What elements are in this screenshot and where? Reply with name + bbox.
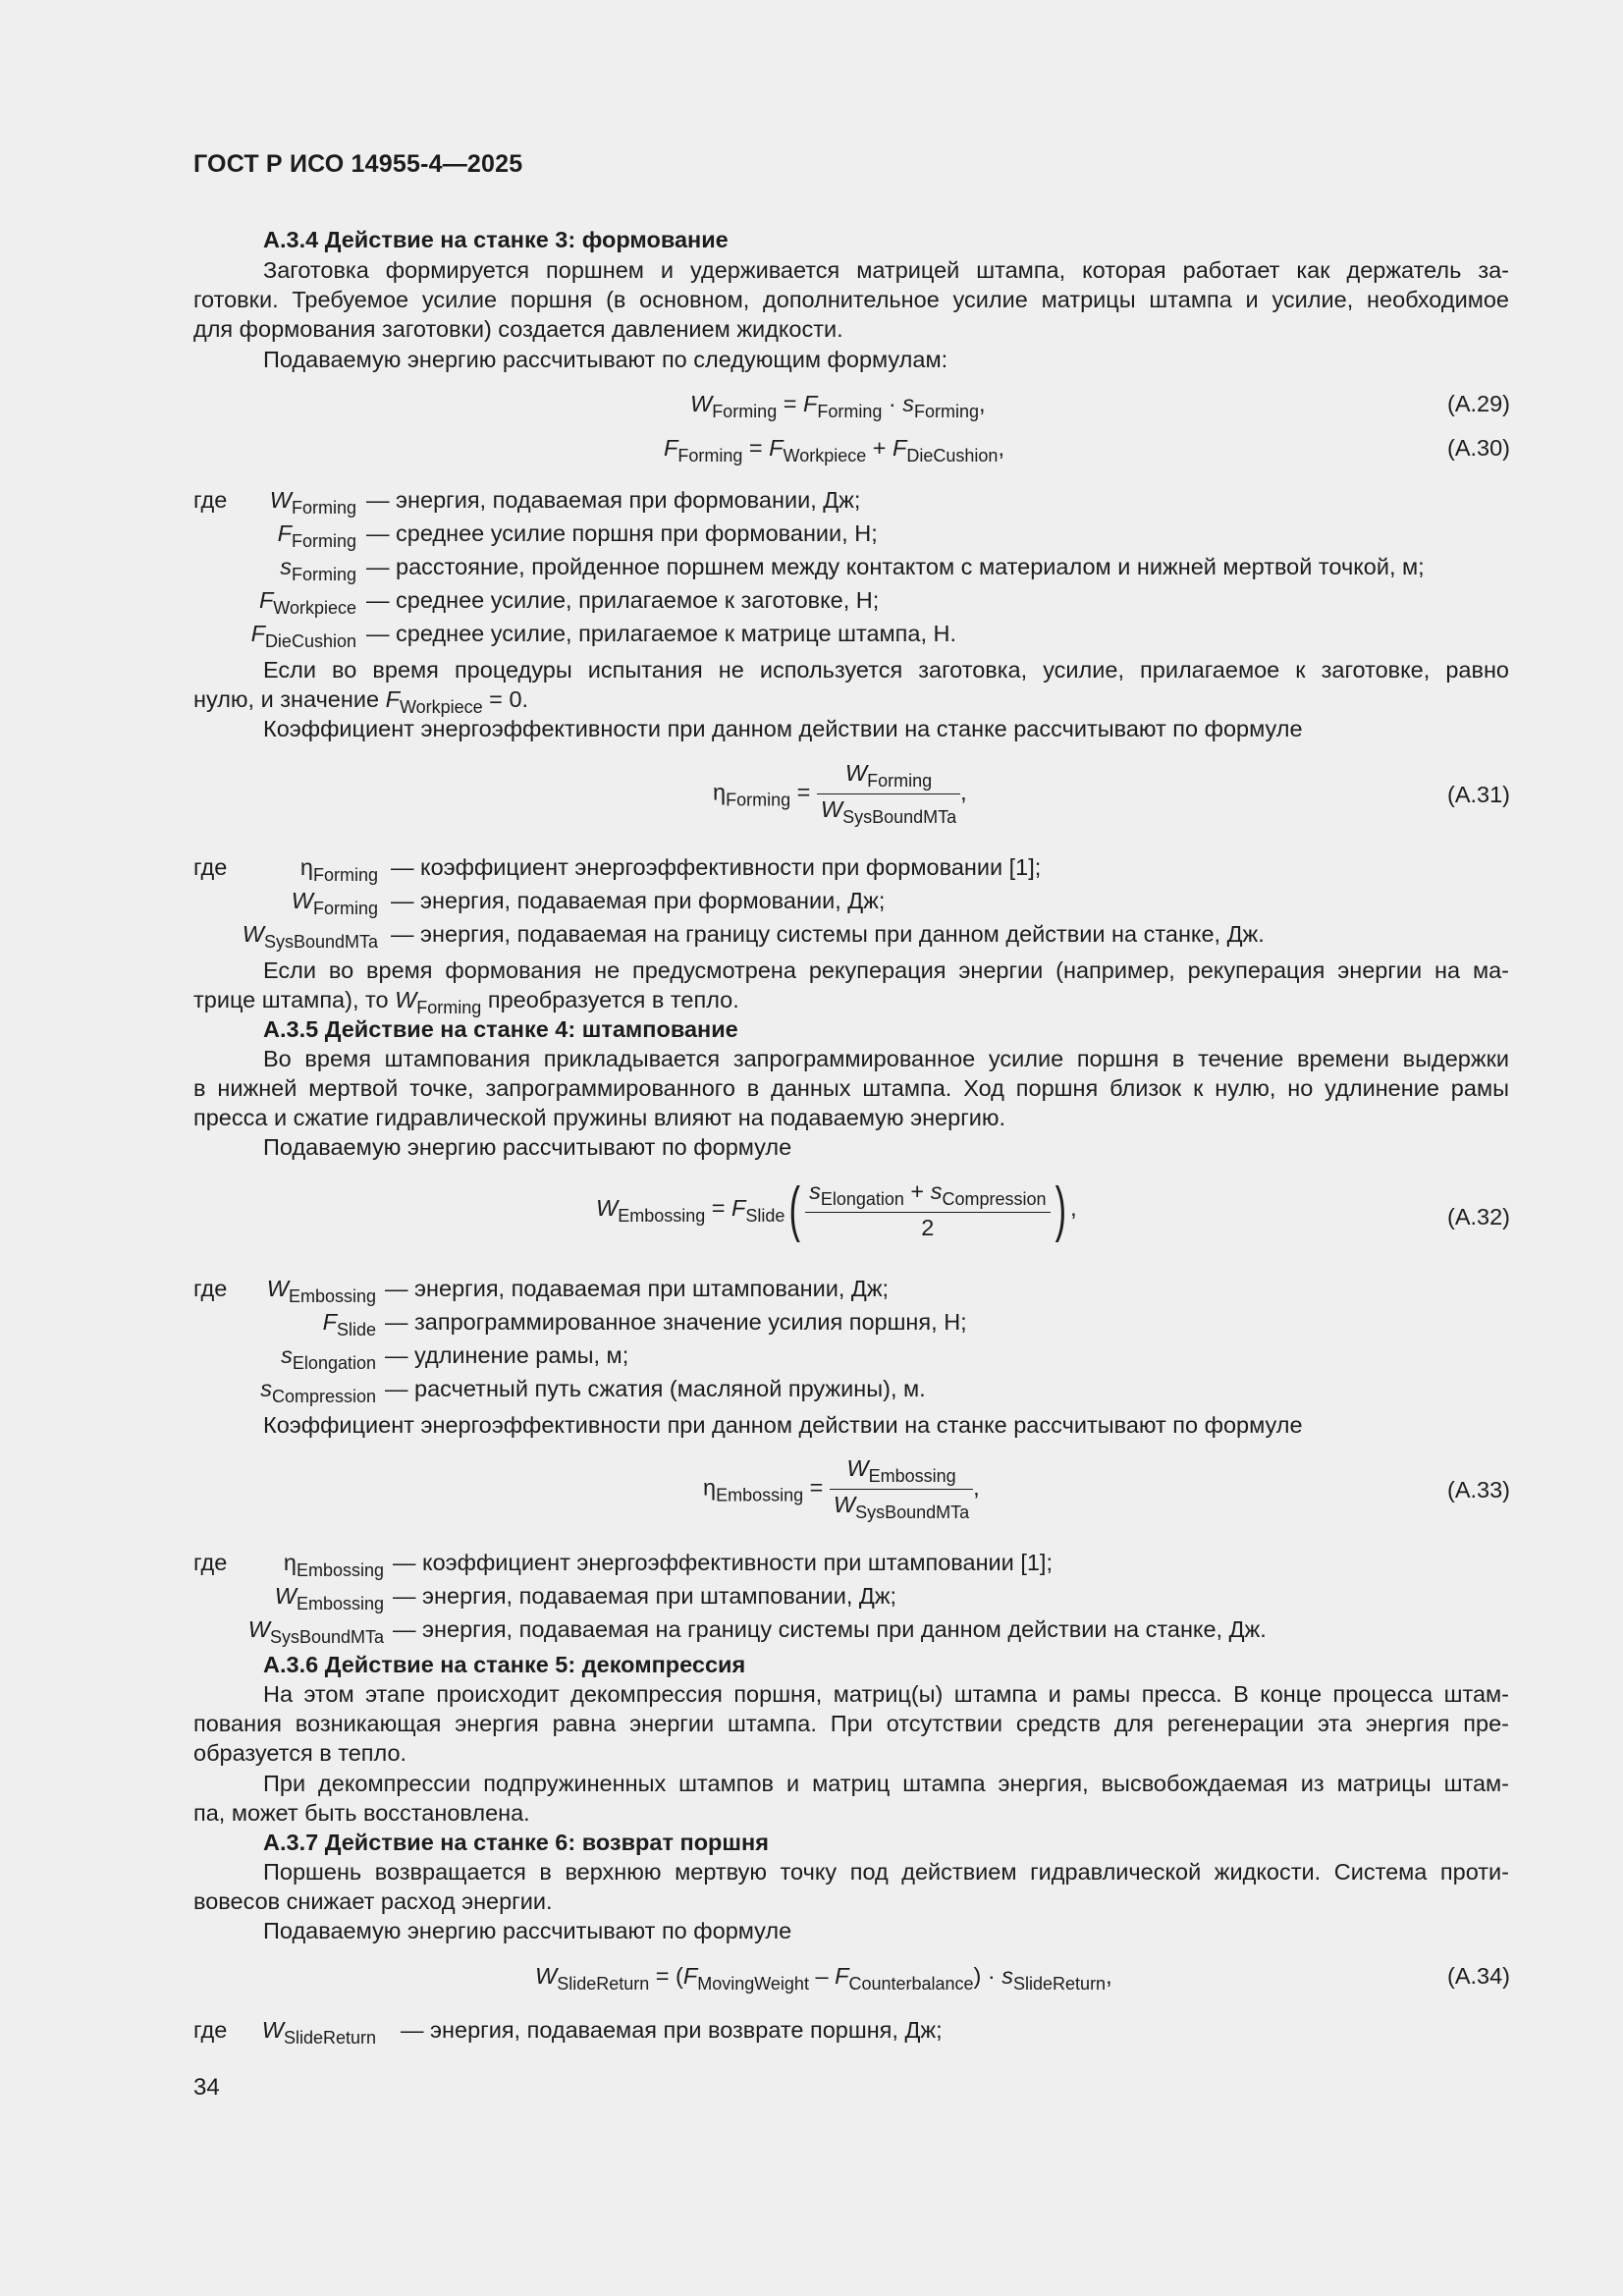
- definition-text: — запрограммированное значение усилия поршня, Н;: [385, 1309, 967, 1335]
- definition-text: — расстояние, пройденное поршнем между контактом с материалом и нижней мертвой точкой, м;: [366, 554, 1425, 579]
- equation-number: (A.31): [1447, 782, 1510, 807]
- page-number: 34: [193, 2074, 220, 2101]
- definition-term: $s_{Elongation}$: [281, 1342, 376, 1373]
- paragraph-line: Если во время процедуры испытания не используется заготовка, усилие, прилагаемое к заготовке, равно: [263, 657, 1509, 683]
- definition-term: $W_{Embossing}$: [274, 1583, 384, 1613]
- definition-text: — энергия, подаваемая при штамповании, Дж;: [385, 1276, 890, 1301]
- paragraph-line: На этом этапе происходит декомпрессия поршня, матриц(ы) штампа и рамы пресса. В конце процесса штам-: [263, 1681, 1509, 1707]
- definition-text: — энергия, подаваемая на границу системы при данном действии на станке, Дж.: [393, 1616, 1267, 1642]
- paragraph-line: готовки. Требуемое усилие поршня (в основном, дополнительное усилие матрицы штампа и усилие, необходимое: [193, 287, 1509, 312]
- paragraph-line: для формования заготовки) создается давлением жидкости.: [193, 316, 843, 342]
- definition-term: $W_{Forming}$: [269, 487, 356, 518]
- paragraph-line: в нижней мертвой точке, запрограммированного в данных штампа. Ход поршня близок к нулю, но удлинение рамы: [193, 1075, 1509, 1101]
- definition-text: — энергия, подаваемая при формовании, Дж;: [366, 487, 861, 513]
- paragraph-line: Подаваемую энергию рассчитывают по формуле: [263, 1134, 792, 1160]
- document-header: ГОСТ Р ИСО 14955-4—2025: [193, 150, 523, 178]
- equation-a32: $W_{Embossing} = F_{Slide}$( $\frac{s_{Elongation} + s_{Compression}}{2}$ ) ,: [596, 1175, 1077, 1243]
- definition-term: $W_{Forming}$: [291, 888, 378, 918]
- where-label: где: [193, 854, 228, 880]
- definition-term: $W_{Embossing}$: [266, 1276, 376, 1306]
- paragraph-line: образуется в тепло.: [193, 1740, 407, 1766]
- paragraph-line: Подаваемую энергию рассчитывают по следующим формулам:: [263, 347, 948, 372]
- paragraph-line: При декомпрессии подпружиненных штампов и матриц штампа энергия, высвобождаемая из матрицы штам-: [263, 1771, 1509, 1796]
- definition-term: $\eta_{Embossing}$: [283, 1550, 384, 1580]
- where-label: где: [193, 1276, 228, 1301]
- equation-a29: $W_{Forming} = F_{Forming} \cdot s_{Forming}$,: [690, 391, 986, 421]
- definition-term: $W_{SysBoundMTa}$: [242, 921, 378, 952]
- definition-text: — среднее усилие поршня при формовании, Н;: [366, 520, 878, 546]
- equation-number: (A.33): [1447, 1477, 1510, 1503]
- definition-term: $F_{Slide}$: [322, 1309, 376, 1339]
- section-heading-a36: А.3.6 Действие на станке 5: декомпрессия: [263, 1652, 746, 1677]
- where-label: где: [193, 1550, 228, 1575]
- definition-term: $F_{Workpiece}$: [258, 587, 356, 618]
- definition-term: $F_{DieCushion}$: [250, 621, 356, 651]
- where-label: где: [193, 487, 228, 513]
- paragraph-line: Во время штампования прикладывается запрограммированное усилие поршня в течение времени выдержки: [263, 1046, 1509, 1071]
- equation-number: (A.32): [1447, 1204, 1510, 1230]
- definition-text: — энергия, подаваемая на границу системы при данном действии на станке, Дж.: [391, 921, 1265, 947]
- definition-text: — энергия, подаваемая при формовании, Дж;: [391, 888, 886, 913]
- definition-text: — энергия, подаваемая при штамповании, Дж;: [393, 1583, 897, 1609]
- definition-text: — среднее усилие, прилагаемое к матрице штампа, Н.: [366, 621, 957, 646]
- section-heading-a34: А.3.4 Действие на станке 3: формование: [263, 227, 729, 252]
- equation-a33: $\eta_{Embossing}$ = $\frac{W_{Embossing}}{W_{SysBoundMTa}}$ ,: [703, 1455, 980, 1522]
- paragraph-line: пования возникающая энергия равна энергии штампа. При отсутствии средств для регенерации эта энергия пре-: [193, 1711, 1509, 1736]
- paragraph-line: нулю, и значение $F_{Workpiece} = 0$.: [193, 686, 529, 717]
- where-label: где: [193, 2017, 228, 2043]
- equation-a31: $\eta_{Forming}$ = $\frac{W_{Forming}}{W_{SysBoundMTa}}$ ,: [713, 760, 967, 827]
- equation-a34: $W_{SlideReturn} = (F_{MovingWeight} - F_{Counterbalance}) \cdot s_{SlideReturn}$,: [535, 1963, 1112, 1994]
- definition-term: $\eta_{Forming}$: [299, 854, 378, 885]
- paragraph-line: пресса и сжатие гидравлической пружины влияют на подаваемую энергию.: [193, 1105, 1006, 1130]
- definition-text: — среднее усилие, прилагаемое к заготовке, Н;: [366, 587, 880, 613]
- definition-text: — энергия, подаваемая при возврате поршня, Дж;: [401, 2017, 943, 2043]
- definition-term: $F_{Forming}$: [277, 520, 356, 551]
- paragraph-line: Коэффициент энергоэффективности при данном действии на станке рассчитывают по формуле: [263, 716, 1303, 741]
- definition-term: $s_{Forming}$: [280, 554, 356, 584]
- section-heading-a35: А.3.5 Действие на станке 4: штампование: [263, 1016, 738, 1042]
- definition-text: — коэффициент энергоэффективности при формовании [1];: [391, 854, 1042, 880]
- definition-text: — удлинение рамы, м;: [385, 1342, 629, 1368]
- paragraph-line: Поршень возвращается в верхнюю мертвую точку под действием гидравлической жидкости. Система проти-: [263, 1859, 1509, 1885]
- paragraph-line: Коэффициент энергоэффективности при данном действии на станке рассчитывают по формуле: [263, 1412, 1303, 1438]
- definition-term: $W_{SlideReturn}$: [261, 2017, 376, 2048]
- definition-term: $W_{SysBoundMTa}$: [247, 1616, 384, 1647]
- equation-number: (A.29): [1447, 391, 1510, 416]
- definition-term: $s_{Compression}$: [260, 1376, 376, 1406]
- equation-number: (A.34): [1447, 1963, 1510, 1989]
- paragraph-line: па, может быть восстановлена.: [193, 1800, 530, 1826]
- section-heading-a37: А.3.7 Действие на станке 6: возврат поршня: [263, 1830, 769, 1855]
- paragraph-line: вовесов снижает расход энергии.: [193, 1888, 553, 1914]
- definition-text: — расчетный путь сжатия (масляной пружины), м.: [385, 1376, 926, 1401]
- paragraph-line: трице штампа), то $W_{Forming}$ преобразуется в тепло.: [193, 987, 739, 1017]
- equation-a30: $F_{Forming} = F_{Workpiece} + F_{DieCushion}$,: [664, 435, 1004, 465]
- paragraph-line: Подаваемую энергию рассчитывают по формуле: [263, 1918, 792, 1943]
- paragraph-line: Заготовка формируется поршнем и удерживается матрицей штампа, которая работает как держатель за-: [263, 257, 1509, 283]
- definition-text: — коэффициент энергоэффективности при штамповании [1];: [393, 1550, 1053, 1575]
- paragraph-line: Если во время формования не предусмотрена рекуперация энергии (например, рекуперация энергии на ма-: [263, 957, 1509, 983]
- equation-number: (A.30): [1447, 435, 1510, 461]
